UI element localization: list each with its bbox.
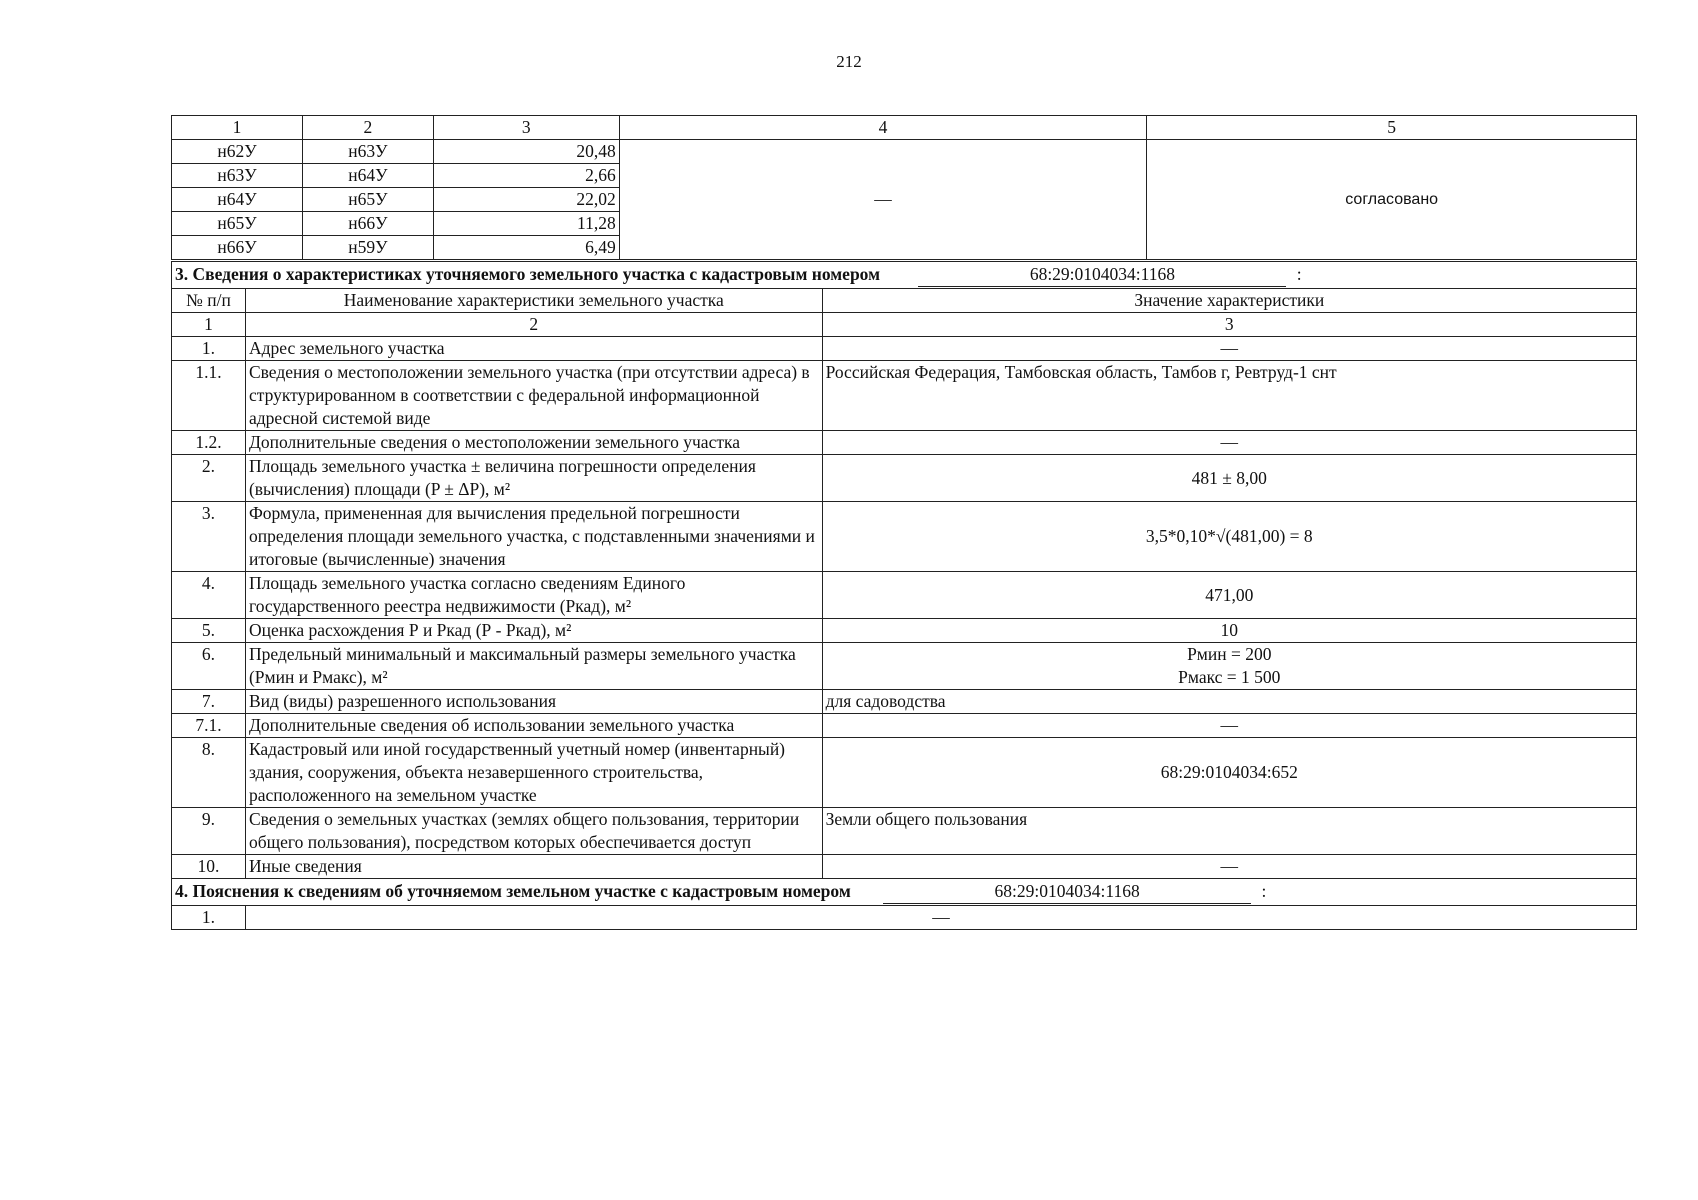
col-header-name: Наименование характеристики земельного участка [245,289,822,313]
segment-length: 20,48 [433,140,619,164]
point-to: н66У [302,212,433,236]
characteristic-name: Сведения о земельных участках (землях общего пользования, территории общего пользования), посредством которых обеспечивается доступ [245,808,822,855]
col-number-1: 1 [172,116,303,140]
table-row [172,808,1637,855]
characteristic-value: — [822,855,1636,879]
boundary-table [171,115,1637,260]
table-row [172,502,1637,572]
characteristic-value [822,643,1636,690]
point-to: н64У [302,164,433,188]
row-number: 9. [172,808,246,855]
col-number: 1 [172,313,246,337]
row-number: 10. [172,855,246,879]
characteristics-table [171,261,1637,930]
characteristic-value: — [822,337,1636,361]
row-number: 4. [172,572,246,619]
point-to: н65У [302,188,433,212]
col-number-4: 4 [619,116,1147,140]
row-number: 2. [172,455,246,502]
section3-heading-row [172,262,1637,289]
point-from: н64У [172,188,303,212]
table-row [172,337,1637,361]
section3-cadastral-number: 68:29:0104034:1168 [918,263,1286,287]
characteristic-name: Сведения о местоположении земельного участка (при отсутствии адреса) в структурированном в соответствии с федеральной информационной адресной системой виде [245,361,822,431]
section4-title: 4. Пояснения к сведениям об уточняемом земельном участке с кадастровым номером [175,881,851,901]
point-from: н65У [172,212,303,236]
min-size-value: Рмин = 200 [1187,644,1272,664]
table-row [172,855,1637,879]
col-number: 2 [245,313,822,337]
table-row [172,906,1637,930]
characteristic-name: Дополнительные сведения об использовании земельного участка [245,714,822,738]
segment-length: 2,66 [433,164,619,188]
characteristic-value: 3,5*0,10*√(481,00) = 8 [822,502,1636,572]
explanation-value: — [245,906,1636,930]
table-row [172,738,1637,808]
segment-length: 11,28 [433,212,619,236]
row-number: 3. [172,502,246,572]
col-header-number: № п/п [172,289,246,313]
col-number-2: 2 [302,116,433,140]
table-row [172,431,1637,455]
max-size-value: Рмакс = 1 500 [1178,667,1281,687]
table-row [172,643,1637,690]
row-number: 1. [172,906,246,930]
row-number: 1. [172,337,246,361]
characteristic-value: 471,00 [822,572,1636,619]
col4-value: — [619,140,1147,260]
row-number: 1.2. [172,431,246,455]
section4-heading-row [172,879,1637,906]
point-to: н59У [302,236,433,260]
characteristic-name: Площадь земельного участка согласно сведениям Единого государственного реестра недвижимости (Ркад), м² [245,572,822,619]
row-number: 1.1. [172,361,246,431]
table-row [172,714,1637,738]
col-number-3: 3 [433,116,619,140]
row-number: 7.1. [172,714,246,738]
characteristic-name: Кадастровый или иной государственный учетный номер (инвентарный) здания, сооружения, объекта незавершенного строительства, расположенного на земельном участке [245,738,822,808]
characteristic-name: Предельный минимальный и максимальный размеры земельного участка (Рмин и Рмакс), м² [245,643,822,690]
col-number-5: 5 [1147,116,1637,140]
table-row [172,619,1637,643]
table-row [172,361,1637,431]
point-from: н62У [172,140,303,164]
section4-colon: : [1261,881,1267,901]
point-from: н66У [172,236,303,260]
column-number-row [172,313,1637,337]
boundary-header-row [172,116,1637,140]
section3-colon: : [1296,264,1302,284]
row-number: 6. [172,643,246,690]
row-number: 7. [172,690,246,714]
characteristic-name: Площадь земельного участка ± величина погрешности определения (вычисления) площади (P ± ΔP), м² [245,455,822,502]
table-row [172,572,1637,619]
characteristic-value: 481 ± 8,00 [822,455,1636,502]
col-number: 3 [822,313,1636,337]
characteristic-name: Оценка расхождения Р и Ркад (Р - Ркад), м² [245,619,822,643]
table-row [172,455,1637,502]
characteristic-name: Формула, примененная для вычисления предельной погрешности определения площади земельного участка, с подставленными значениями и итоговые (вычисленные) значения [245,502,822,572]
row-number: 5. [172,619,246,643]
segment-length: 22,02 [433,188,619,212]
characteristic-value: — [822,431,1636,455]
characteristic-value: — [822,714,1636,738]
approval-status: согласовано [1147,140,1637,260]
characteristic-value: 68:29:0104034:652 [822,738,1636,808]
col-header-value: Значение характеристики [822,289,1636,313]
page-number: 212 [836,52,862,71]
characteristic-value: для садоводства [822,690,1636,714]
section4-heading [172,879,1637,906]
table-row [172,690,1637,714]
section4-cadastral-number: 68:29:0104034:1168 [883,880,1251,904]
characteristic-value: Российская Федерация, Тамбовская область, Тамбов г, Ревтруд-1 снт [822,361,1636,431]
characteristic-name: Вид (виды) разрешенного использования [245,690,822,714]
point-to: н63У [302,140,433,164]
section3-title: 3. Сведения о характеристиках уточняемого земельного участка с кадастровым номером [175,264,881,284]
row-number: 8. [172,738,246,808]
characteristic-name: Дополнительные сведения о местоположении земельного участка [245,431,822,455]
segment-length: 6,49 [433,236,619,260]
characteristic-name: Адрес земельного участка [245,337,822,361]
table-row [172,140,1637,164]
point-from: н63У [172,164,303,188]
section3-heading [172,262,1637,289]
column-header-row [172,289,1637,313]
characteristic-value: Земли общего пользования [822,808,1636,855]
characteristic-name: Иные сведения [245,855,822,879]
characteristic-value: 10 [822,619,1636,643]
